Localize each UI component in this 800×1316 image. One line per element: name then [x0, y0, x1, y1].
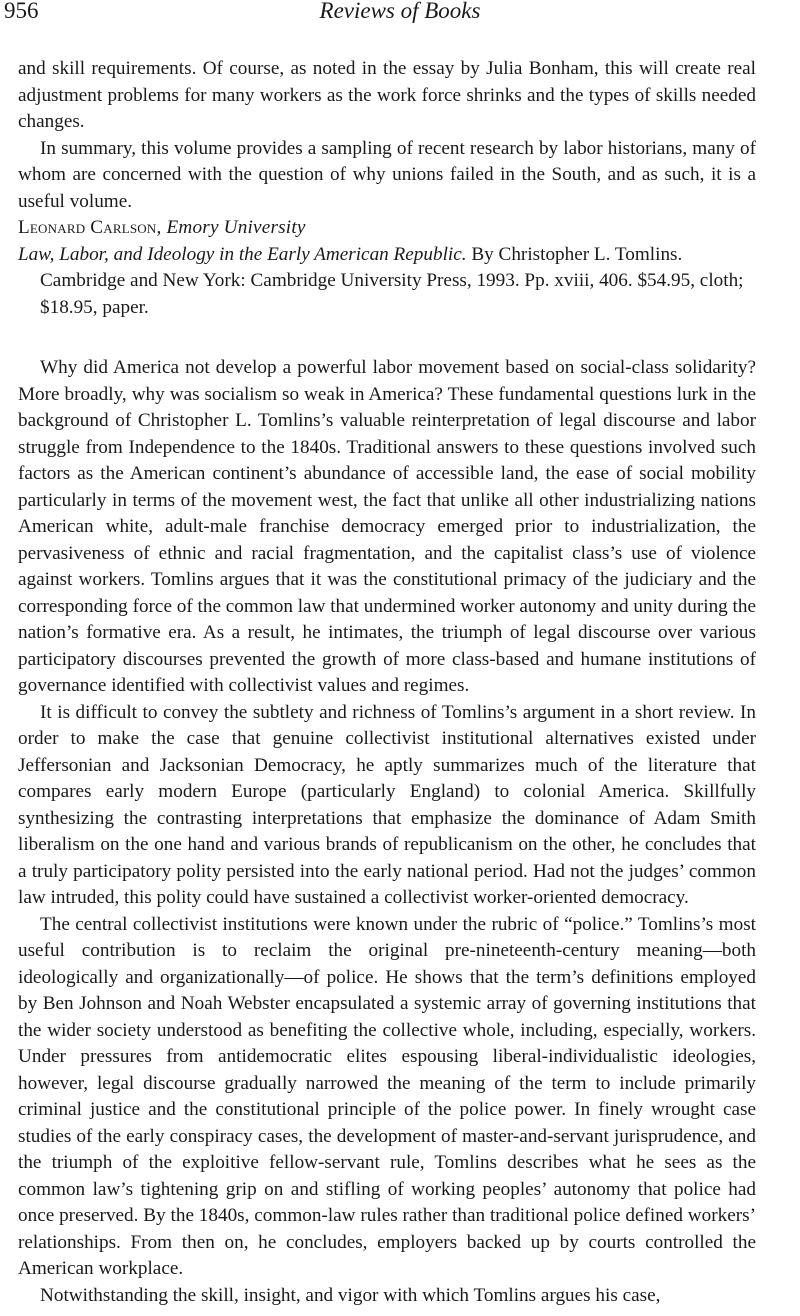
review-paragraph-1: Why did America not develop a powerful labor movement based on social-class solidarity? More broadly, why was socialism so weak in America? These fundamental questions lurk in the background of Christopher L. Tomlins’s valuable reinterpretation of legal discourse and labor struggle from Independence to the 1840s. Traditional answers to these questions involved such factors as the American continent’s abundance of accessible land, the ease of social mobility particularly in terms of the movement west, the fact that unlike all other industrializing nations American white, adult-male franchise democracy emerged prior to industrialization, the pervasiveness of ethnic and racial fragmentation, and the capitalist class’s use of violence against workers. Tomlins argues that it was the constitutional primacy of the judiciary and the corresponding force of the common law that undermined worker autonomy and unity during the nation’s formative era. As a result, he intimates, the triumph of legal discourse over various participatory discourses prevented the growth of more class-based and humane institutions of governance identified with collectivist values and regimes. — [18, 357, 756, 696]
book-title: Law, Labor, and Ideology in the Early American Republic. — [18, 243, 467, 265]
page-header — [4, 0, 796, 30]
review-paragraph-3: The central collectivist institutions were known under the rubric of “police.” Tomlins’s most useful contribution is to reclaim the original pre-nineteenth-century meaning—both ideologically and organizationally—of police. He shows that the term’s definitions employed by Ben Johnson and Noah Webster encapsulated a systemic array of governing institutions that the wider society understood as benefiting the collective whole, including, especially, workers. Under pressures from antidemocratic elites espousing liberal-individualistic ideologies, however, legal discourse gradually narrowed the meaning of the term to include primarily criminal justice and the constitutional principle of the police power. In finely wrought case studies of the early conspiracy cases, the development of master-and-servant jurisprudence, and the triumph of the exploitive fellow-servant rule, Tomlins describes what he sees as the common law’s tightening grip on and stifling of working peoples’ autonomy that police had once preserved. By the 1840s, common-law rules rather than traditional police defined workers’ relationships. From then on, he concludes, employers backed up by courts controlled the American workplace. — [18, 913, 756, 1279]
reviewer-name: Leonard Carlson — [18, 217, 157, 238]
review-paragraph-2: It is difficult to convey the subtlety and richness of Tomlins’s argument in a short review. In order to make the case that genuine collectivist institutional alternatives existed under Jeffersonian and Jacksonian Democracy, he aptly summarizes much of the literature that compares early modern Europe (particularly England) to colonial America. Skillfully synthesizing the contrasting interpretations that emphasize the dominance of Adam Smith liberalism on the one hand and various brands of republicanism on the other, he concludes that a truly participatory polity persisted into the early national period. Had not the judges’ common law intruded, this polity could have sustained a collectivist worker-oriented democracy. — [18, 701, 756, 908]
running-head: Reviews of Books — [319, 0, 481, 23]
page-body — [18, 56, 756, 1309]
review-paragraph-4: Notwithstanding the skill, insight, and vigor with which Tomlins argues his case, — [40, 1284, 661, 1306]
page-number: 956 — [4, 0, 39, 23]
previous-review-summary-paragraph: In summary, this volume provides a sampling of recent research by labor historians, many of whom are concerned with the question of why unions failed in the South, and as such, it is a useful volume. — [18, 137, 756, 212]
previous-review-continued-paragraph: and skill requirements. Of course, as noted in the essay by Julia Bonham, this will create real adjustment problems for many workers as the work force shrinks and the types of skills needed changes. — [18, 58, 756, 132]
reviewer-affiliation: Emory University — [166, 217, 306, 238]
reviewer-separator: , — [156, 217, 167, 238]
book-details: By Christopher L. Tomlins. Cambridge and New York: Cambridge University Press, 1993. Pp. xviii, 406. $54.95, cloth; $18.95, paper. — [40, 243, 744, 318]
book-citation — [18, 242, 756, 322]
reviewer-signature — [18, 215, 756, 242]
book-citation-text — [18, 242, 756, 322]
